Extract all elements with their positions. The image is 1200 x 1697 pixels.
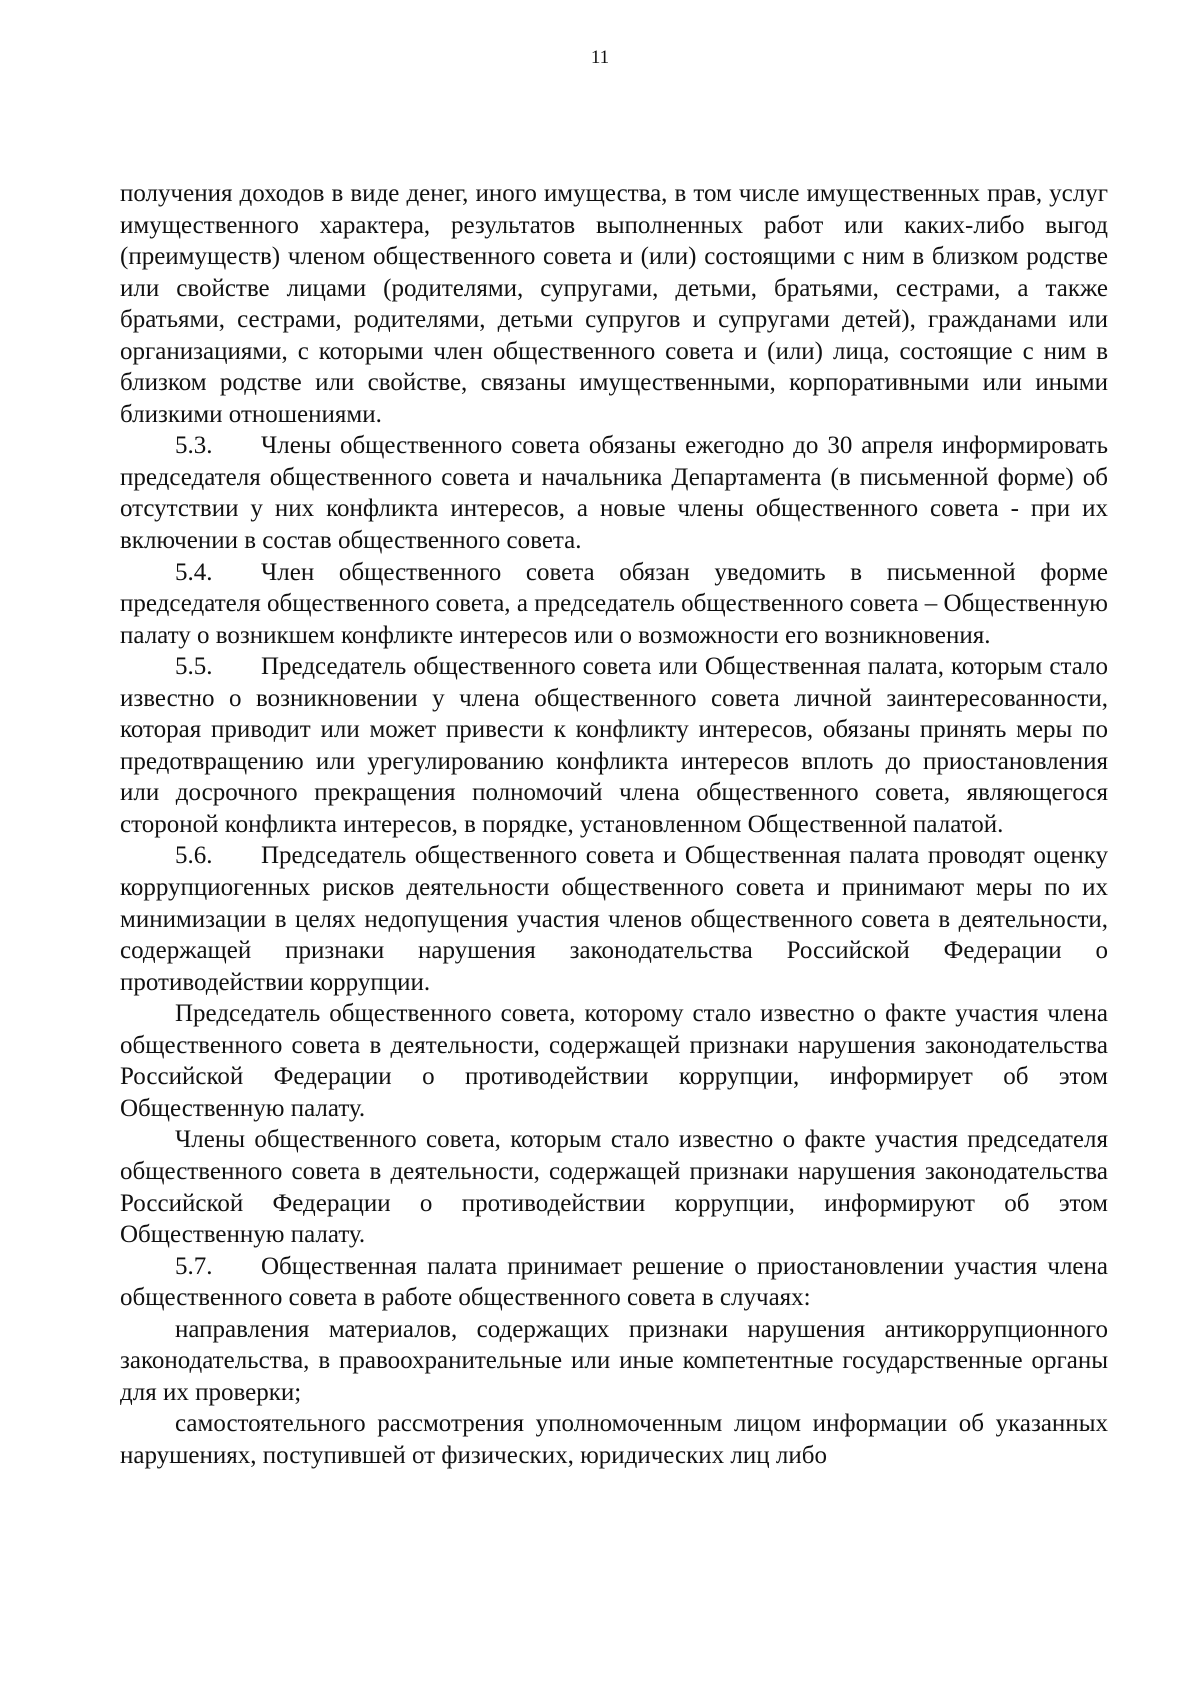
clause-text: Член общественного совета обязан уведомить в письменной форме председателя общественного совета, а председатель общественного совета – Общественную палату о возникшем конфликте интересов или о возможности его возникновения.: [120, 558, 1108, 649]
paragraph-members-inform: [120, 1124, 1108, 1250]
list-item-referral: [120, 1314, 1108, 1409]
clause-number: 5.4.: [175, 558, 213, 586]
paragraph-text: получения доходов в виде денег, иного имущества, в том числе имущественных прав, услуг имущественного характера, результатов выполненных работ или каких-либо выгод (преимуществ) членом общественного совета и (или) состоящими с ним в близком родстве или свойстве лицами (родителями, супругами, детьми, братьями, сестрами, а также братьями, сестрами, родителями, детьми супругов и супругами детей), гражданами или организациями, с которыми член общественного совета и (или) лица, состоящие с ним в близком родстве или свойстве, связаны имущественными, корпоративными или иными близкими отношениями.: [120, 180, 1108, 428]
paragraph-chairman-informs: [120, 998, 1108, 1124]
paragraph-text: самостоятельного рассмотрения уполномоченным лицом информации об указанных нарушениях, поступившей от физических, юридических лиц либо: [120, 1410, 1108, 1469]
clause-text: Председатель общественного совета или Общественная палата, которым стало известно о возникновении у члена общественного совета личной заинтересованности, которая приводит или может привести к конфликту интересов, обязаны принять меры по предотвращению или урегулированию конфликта интересов вплоть до приостановления или досрочного прекращения полномочий члена общественного совета, являющегося стороной конфликта интересов, в порядке, установленном Общественной палатой.: [120, 653, 1108, 838]
clause-number: 5.6.: [175, 842, 213, 870]
clause-5-4: [120, 557, 1108, 652]
clause-text: Общественная палата принимает решение о приостановлении участия члена общественного совета в работе общественного совета в случаях:: [120, 1252, 1108, 1312]
clause-number: 5.5.: [175, 653, 213, 681]
clause-text: Председатель общественного совета и Общественная палата проводят оценку коррупциогенных рисков деятельности общественного совета и принимают меры по их минимизации в целях недопущения участия членов общественного совета в деятельности, содержащей признаки нарушения законодательства Российской Федерации о противодействии коррупции.: [120, 842, 1108, 996]
paragraph-text: Члены общественного совета, которым стало известно о факте участия председателя общественного совета в деятельности, содержащей признаки нарушения законодательства Российской Федерации о противодействии коррупции, информируют об этом Общественную палату.: [120, 1126, 1108, 1249]
document-body: [120, 178, 1108, 1471]
paragraph-continuation: [120, 178, 1108, 430]
clause-number: 5.7.: [175, 1252, 213, 1280]
clause-5-7: [120, 1251, 1108, 1314]
page-number: 11: [590, 47, 610, 68]
clause-5-6: [120, 840, 1108, 998]
list-item-independent-review: [120, 1408, 1108, 1471]
paragraph-text: направления материалов, содержащих признаки нарушения антикоррупционного законодательства, в правоохранительные или иные компетентные государственные органы для их проверки;: [120, 1315, 1108, 1406]
clause-5-5: [120, 651, 1108, 840]
clause-text: Члены общественного совета обязаны ежегодно до 30 апреля информировать председателя общественного совета и начальника Департамента (в письменной форме) об отсутствии у них конфликта интересов, а новые члены общественного совета - при их включении в состав общественного совета.: [120, 432, 1108, 555]
clause-5-3: [120, 430, 1108, 556]
clause-number: 5.3.: [175, 432, 213, 460]
paragraph-text: Председатель общественного совета, которому стало известно о факте участия члена общественного совета в деятельности, содержащей признаки нарушения законодательства Российской Федерации о противодействии коррупции, информирует об этом Общественную палату.: [120, 1000, 1108, 1122]
